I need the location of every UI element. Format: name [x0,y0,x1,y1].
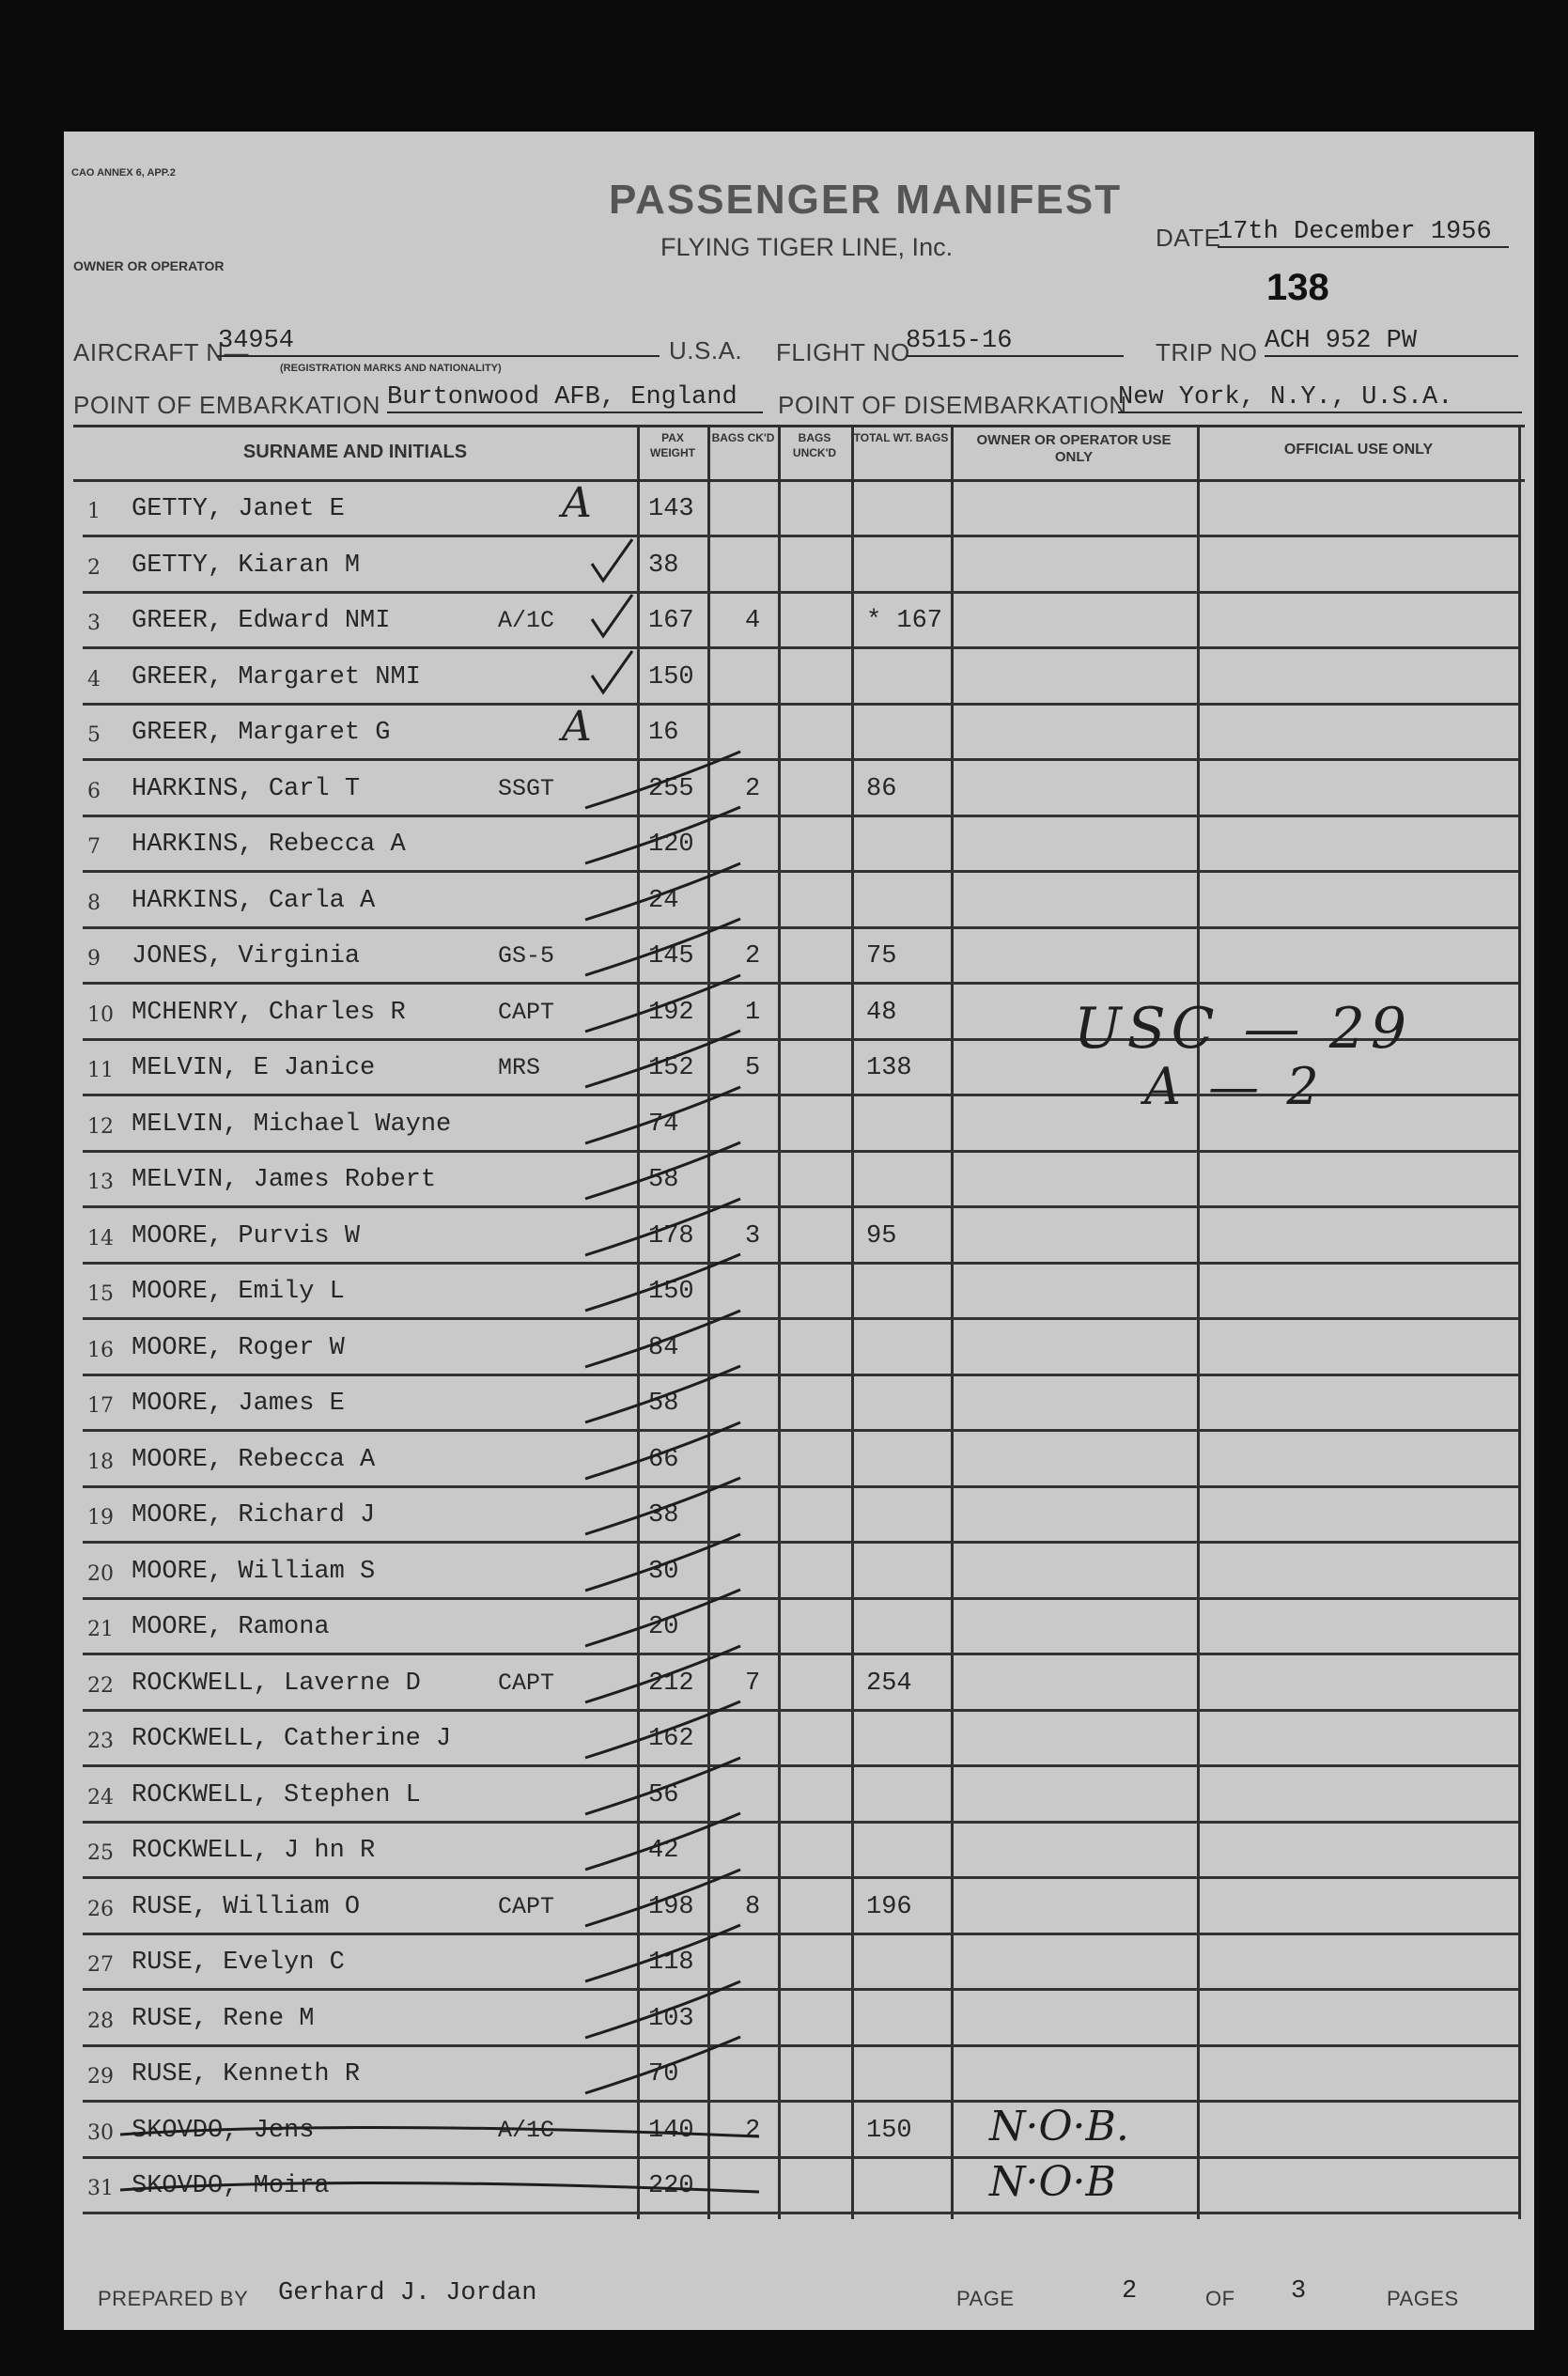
aircraft-value: 34954 [218,327,660,357]
header-bags-unckd: BAGS UNCK'D [792,431,837,459]
disembarkation-label: POINT OF DISEMBARKATION [778,391,1127,419]
passenger-name: ROCKWELL, Stephen L [132,1780,421,1809]
total-bag-weight: 95 [866,1221,897,1250]
passenger-name: HARKINS, Carla A [132,886,376,915]
handwritten-owner-note: N·O·B. [989,2102,1129,2151]
pax-weight: 167 [648,607,694,635]
trip-label: TRIP NO [1156,338,1258,366]
table-row [64,1375,1534,1432]
owner-label: OWNER OR OPERATOR [73,258,225,273]
bags-checked: 2 [745,942,761,971]
pax-weight: 84 [648,1333,679,1362]
pax-weight: 38 [648,1501,679,1530]
passenger-rank: MRS [498,1054,541,1081]
row-number: 15 [87,1282,114,1306]
form-reference: CAO ANNEX 6, APP.2 [71,167,176,179]
nationality: U.S.A. [669,336,743,365]
row-number: 18 [87,1450,114,1474]
bags-checked: 5 [745,1054,761,1082]
table-row [64,481,1534,537]
handwritten-a-count: A — 2 [1144,1057,1325,1116]
total-bag-weight: 150 [866,2116,912,2145]
embarkation-value: Burtonwood AFB, England [387,383,763,413]
pax-weight: 120 [648,831,694,859]
row-number: 16 [87,1338,114,1362]
header-total-wt: TOTAL WT. BAGS [853,431,949,444]
passenger-name: ROCKWELL, Laverne D [132,1669,421,1698]
table-row [64,1487,1534,1544]
table-row [64,649,1534,706]
pax-weight: 212 [648,1669,694,1698]
table-row [64,1711,1534,1767]
embarkation-label: POINT OF EMBARKATION [73,391,380,419]
row-number: 4 [87,667,101,691]
row-number: 31 [87,2177,114,2200]
row-number: 27 [87,1953,114,1977]
passenger-name: JONES, Virginia [132,942,361,971]
passenger-name: MOORE, Emily L [132,1278,345,1306]
row-number: 2 [87,555,101,580]
total-bag-weight: 86 [866,774,897,803]
strike-through [120,2182,759,2192]
table-row [64,873,1534,929]
of-value: 3 [1291,2277,1307,2306]
pax-weight: 30 [648,1557,679,1586]
row-number: 21 [87,1618,114,1641]
pax-weight: 145 [648,942,694,971]
date-value: 17th December 1956 [1218,218,1509,248]
total-bag-weight: 75 [866,942,897,971]
row-number: 17 [87,1394,114,1418]
row-number: 25 [87,1841,114,1865]
pax-weight: 220 [648,2172,694,2200]
total-bag-weight: 48 [866,998,897,1027]
row-divider [83,2212,1520,2214]
row-number: 1 [87,500,101,523]
flight-value: 8515-16 [906,327,1124,357]
bags-checked: 7 [745,1669,761,1698]
passenger-name: HARKINS, Carl T [132,774,361,803]
total-bag-weight: 196 [866,1892,912,1921]
row-number: 8 [87,891,101,915]
stamp-number: 138 [1266,267,1329,308]
table-row [64,1264,1534,1320]
passenger-rank: CAPT [498,1669,555,1697]
table-row [64,1320,1534,1376]
passenger-rank: A/1C [498,607,555,634]
row-number: 10 [87,1002,114,1027]
of-label: OF [1205,2287,1235,2310]
pax-weight: 178 [648,1221,694,1250]
header-surname: SURNAME AND INITIALS [242,442,468,462]
pax-weight: 150 [648,662,694,691]
check-mark [592,651,632,692]
passenger-rank: GS-5 [498,942,555,970]
header-pax-weight: PAX WEIGHT [650,431,695,459]
table-row [64,705,1534,761]
pax-weight: 74 [648,1110,679,1139]
table-row [64,816,1534,873]
header-owner-use: OWNER OR OPERATOR USE ONLY [976,432,1172,465]
passenger-name: GETTY, Janet E [132,495,345,523]
table-row [64,593,1534,649]
passenger-name: MCHENRY, Charles R [132,998,406,1027]
passenger-name: RUSE, Rene M [132,2004,315,2033]
row-number: 3 [87,612,101,635]
row-number: 9 [87,947,101,971]
passenger-name: MELVIN, E Janice [132,1054,376,1082]
handwritten-usc-count: USC — 29 [1074,996,1413,1062]
prepared-by-label: PREPARED BY [98,2287,249,2310]
table-row [64,2158,1534,2214]
form-title: PASSENGER MANIFEST [609,177,1123,223]
pax-weight: 24 [648,886,679,915]
row-number: 6 [87,779,101,803]
strike-through [120,2127,759,2136]
handwritten-mark: A [562,703,592,751]
row-number: 19 [87,1506,114,1530]
passenger-name: MOORE, Purvis W [132,1221,361,1250]
table-row [64,1208,1534,1265]
handwritten-owner-note: N·O·B [989,2158,1116,2206]
passenger-rank: CAPT [498,998,555,1026]
passenger-name: MOORE, Ramona [132,1613,330,1641]
table-row [64,1599,1534,1655]
pax-weight: 140 [648,2116,694,2145]
table-row [64,1823,1534,1879]
pax-weight: 20 [648,1613,679,1641]
row-number: 14 [87,1226,114,1250]
bags-checked: 3 [745,1221,761,1250]
row-number: 20 [87,1561,114,1586]
pax-weight: 66 [648,1445,679,1474]
passenger-name: GREER, Margaret G [132,719,391,747]
passenger-name: GREER, Margaret NMI [132,662,421,691]
row-number: 7 [87,835,101,859]
aircraft-label: AIRCRAFT N— [73,338,250,366]
handwritten-mark: A [562,479,592,527]
pax-weight: 38 [648,551,679,580]
passenger-name: MOORE, Richard J [132,1501,376,1530]
row-number: 22 [87,1673,114,1698]
passenger-name: GETTY, Kiaran M [132,551,361,580]
pages-label: PAGES [1387,2287,1459,2310]
table-row [64,1432,1534,1488]
passenger-name: ROCKWELL, J hn R [132,1837,376,1865]
pax-weight: 16 [648,719,679,747]
date-label: DATE [1156,224,1221,252]
manifest-sheet [64,132,1534,2330]
passenger-name: SKOVDO, Jens [132,2116,315,2145]
table-row [64,928,1534,985]
row-number: 26 [87,1897,114,1921]
total-bag-weight: * 167 [866,607,943,635]
pax-weight: 70 [648,2060,679,2089]
passenger-name: GREER, Edward NMI [132,607,391,635]
pax-weight: 192 [648,998,694,1027]
passenger-name: RUSE, Kenneth R [132,2060,361,2089]
bags-checked: 2 [745,2116,761,2145]
header-bags-ckd: BAGS CK'D [711,431,775,444]
passenger-name: MELVIN, Michael Wayne [132,1110,452,1139]
pax-weight: 150 [648,1278,694,1306]
pax-weight: 56 [648,1780,679,1809]
passenger-name: MOORE, William S [132,1557,376,1586]
aircraft-sub: (REGISTRATION MARKS AND NATIONALITY) [280,363,502,374]
passenger-name: HARKINS, Rebecca A [132,831,406,859]
page-label: PAGE [956,2287,1015,2310]
row-number: 30 [87,2120,114,2145]
bags-checked: 2 [745,774,761,803]
bags-checked: 4 [745,607,761,635]
flight-label: FLIGHT NO [776,338,910,366]
table-row [64,1879,1534,1935]
passenger-rank: A/1C [498,2116,555,2144]
table-top-border [73,425,1525,427]
row-number: 5 [87,723,101,747]
row-number: 13 [87,1171,114,1194]
pax-weight: 42 [648,1837,679,1865]
row-number: 24 [87,1785,114,1809]
company-name: FLYING TIGER LINE, Inc. [660,233,954,261]
passenger-name: RUSE, Evelyn C [132,1949,345,1977]
passenger-name: SKOVDO, Moira [132,2172,330,2200]
passenger-name: RUSE, William O [132,1892,361,1921]
table-row [64,2046,1534,2103]
pax-weight: 162 [648,1725,694,1753]
table-row [64,1655,1534,1712]
row-number: 12 [87,1114,114,1139]
pax-weight: 118 [648,1949,694,1977]
header-official-use: OFFICIAL USE ONLY [1283,442,1434,458]
pax-weight: 103 [648,2004,694,2033]
bags-checked: 8 [745,1892,761,1921]
table-row [64,761,1534,817]
passenger-rank: SSGT [498,774,555,802]
bags-checked: 1 [745,998,761,1027]
table-row [64,1934,1534,1991]
table-row [64,1991,1534,2047]
total-bag-weight: 254 [866,1669,912,1698]
passenger-rank: CAPT [498,1892,555,1920]
page-value: 2 [1122,2277,1138,2306]
row-number: 28 [87,2009,114,2033]
disembarkation-value: New York, N.Y., U.S.A. [1118,383,1522,413]
row-number: 11 [87,1059,114,1082]
passenger-name: MOORE, Rebecca A [132,1445,376,1474]
pax-weight: 255 [648,774,694,803]
table-row [64,1767,1534,1824]
check-mark [592,539,632,581]
passenger-name: ROCKWELL, Catherine J [132,1725,452,1753]
table-row [64,1544,1534,1600]
check-mark [592,595,632,636]
row-number: 23 [87,1730,114,1753]
total-bag-weight: 138 [866,1054,912,1082]
pax-weight: 58 [648,1390,679,1418]
prepared-by-value: Gerhard J. Jordan [278,2279,537,2307]
table-row [64,2103,1534,2159]
passenger-name: MOORE, James E [132,1390,345,1418]
pax-weight: 152 [648,1054,694,1082]
passenger-name: MOORE, Roger W [132,1333,345,1362]
passenger-name: MELVIN, James Robert [132,1166,437,1194]
trip-value: ACH 952 PW [1265,327,1518,357]
pax-weight: 198 [648,1892,694,1921]
table-row [64,537,1534,594]
pax-weight: 143 [648,495,694,523]
pax-weight: 58 [648,1166,679,1194]
table-row [64,1152,1534,1208]
row-number: 29 [87,2065,114,2089]
